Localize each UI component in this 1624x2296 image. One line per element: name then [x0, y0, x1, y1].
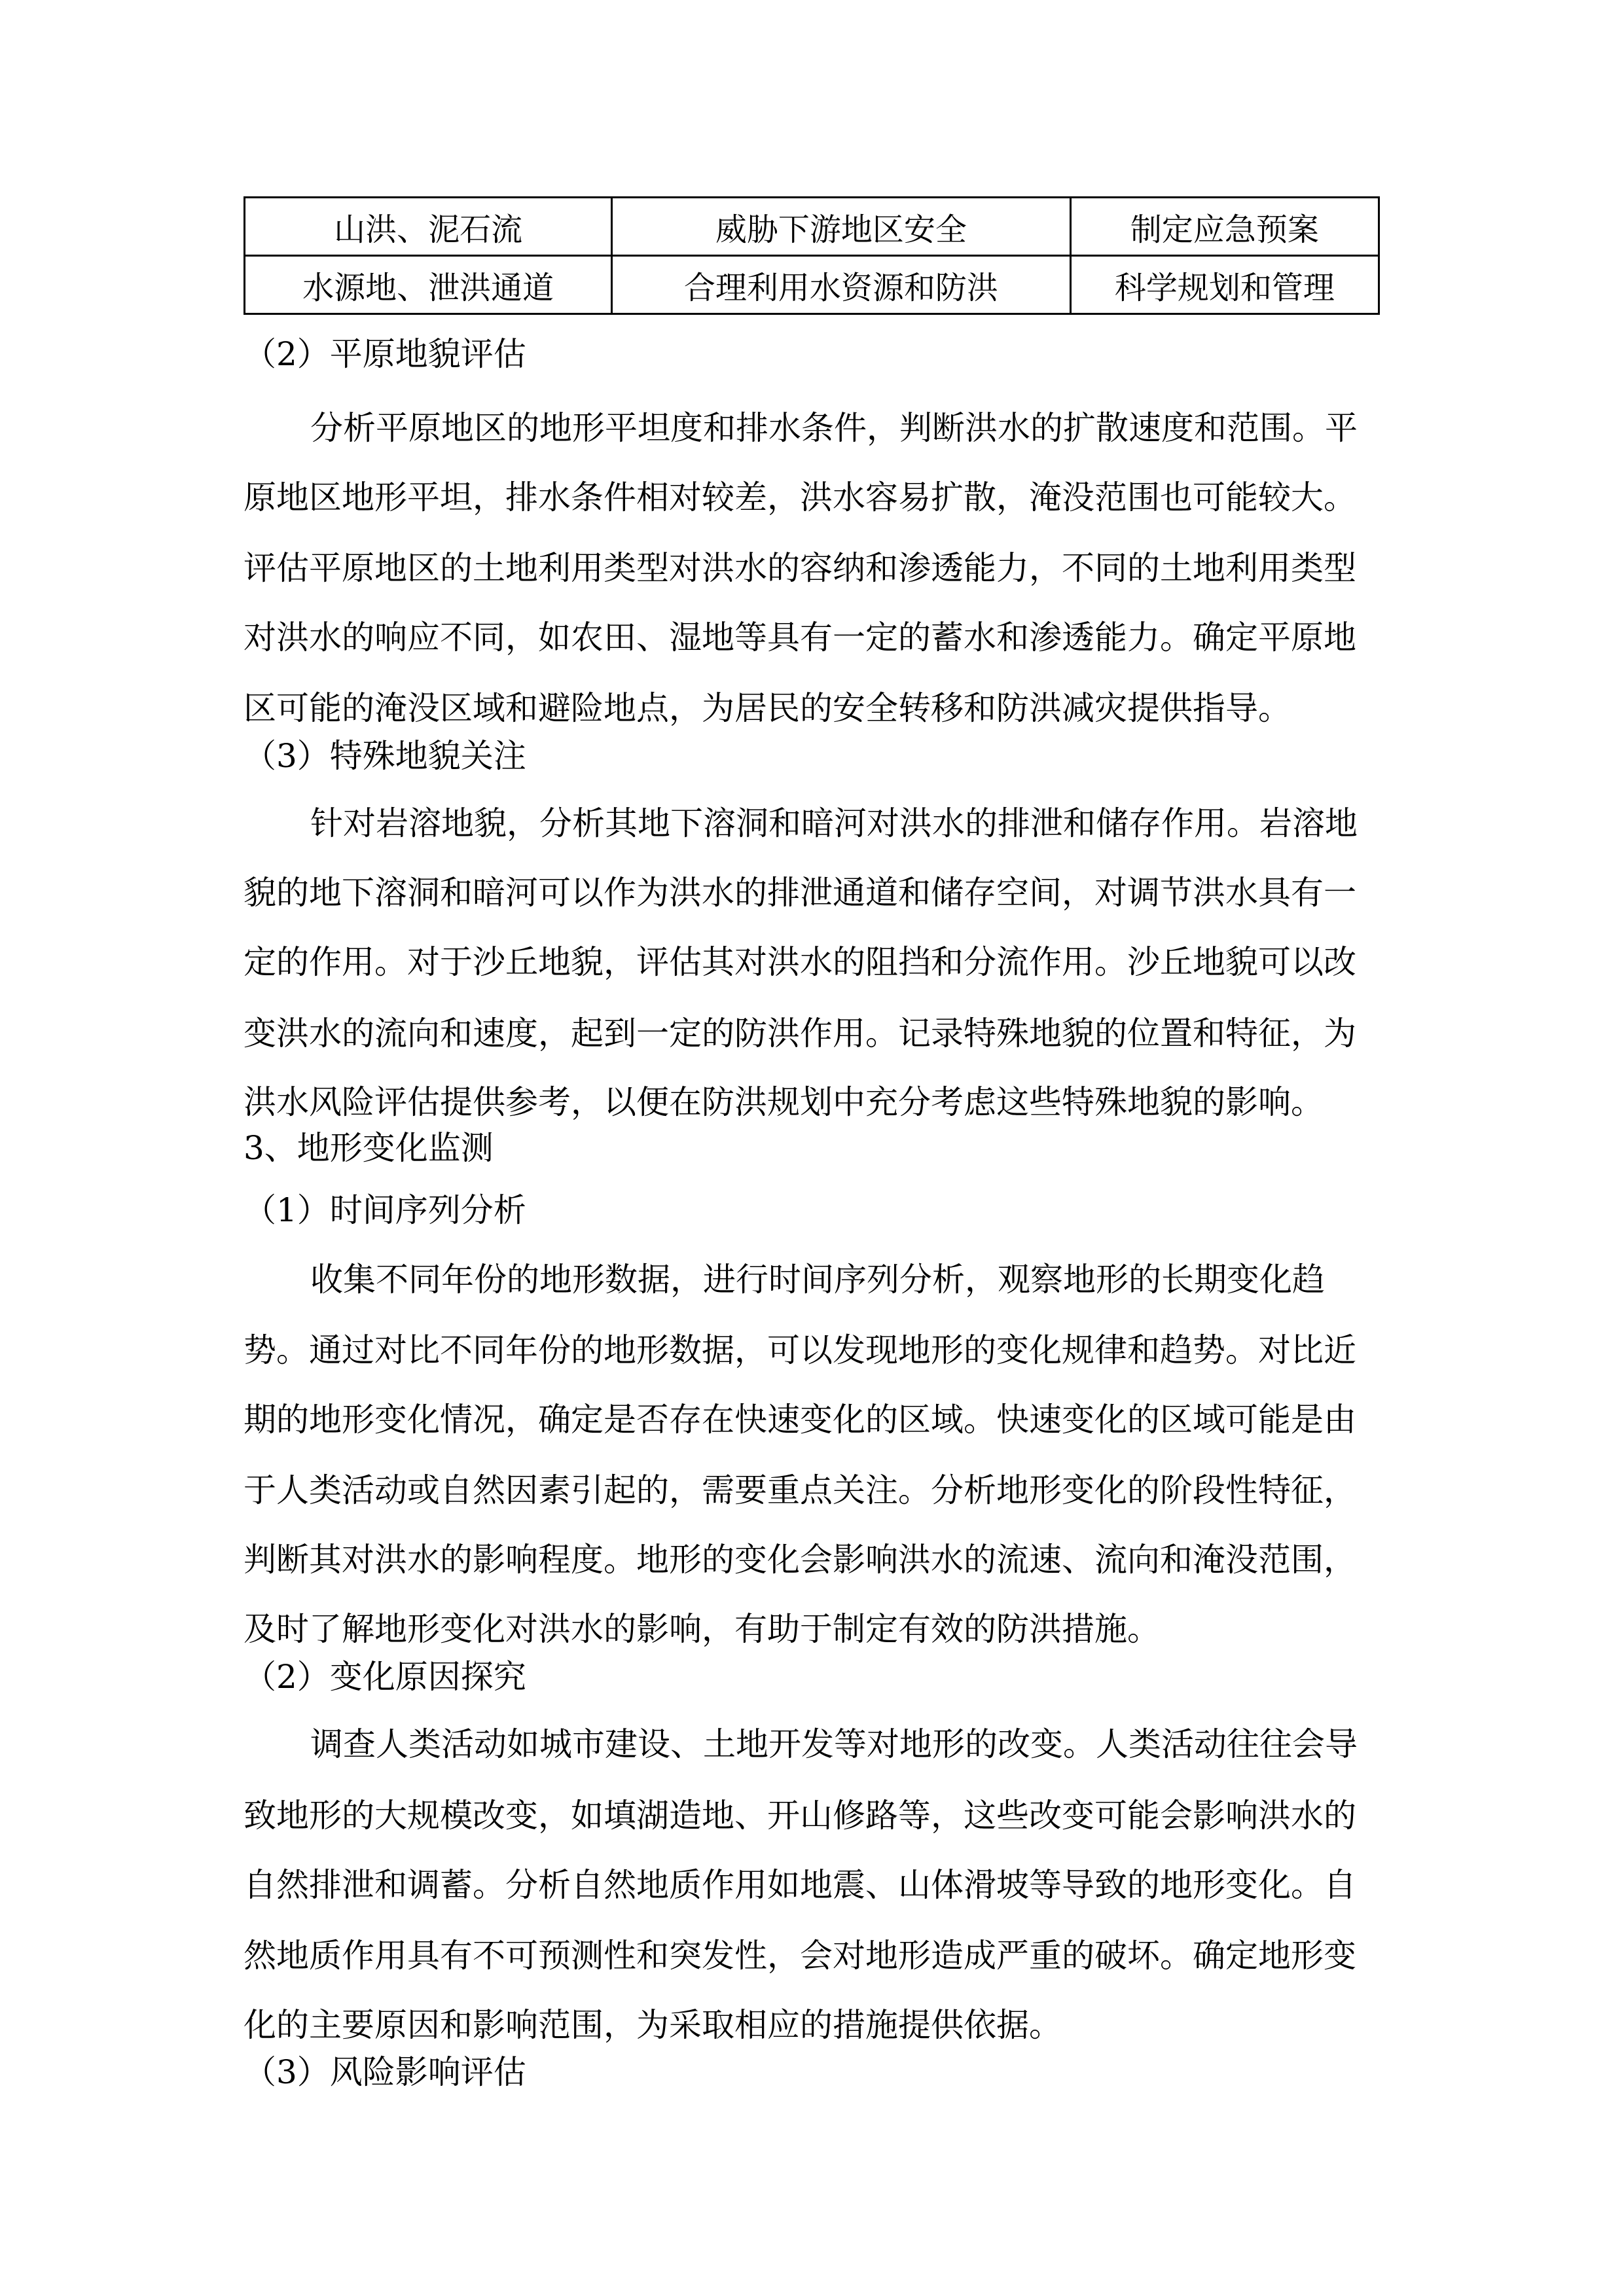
paragraph-line: 评估平原地区的土地利用类型对洪水的容纳和渗透能力，不同的土地利用类型 — [244, 549, 1356, 587]
paragraph-line: 及时了解地形变化对洪水的影响，有助于制定有效的防洪措施。 — [244, 1610, 1160, 1648]
paragraph-line: 收集不同年份的地形数据，进行时间序列分析，观察地形的长期变化趋 — [310, 1261, 1325, 1299]
paragraph-line: 自然排泄和调蓄。分析自然地质作用如地震、山体滑坡等导致的地形变化。自 — [244, 1866, 1356, 1904]
paragraph-line: 于人类活动或自然因素引起的，需要重点关注。分析地形变化的阶段性特征， — [244, 1471, 1356, 1509]
paragraph-line: 化的主要原因和影响范围，为采取相应的措施提供依据。 — [244, 2006, 1062, 2044]
paragraph-line: 貌的地下溶洞和暗河可以作为洪水的排泄通道和储存空间，对调节洪水具有一 — [244, 874, 1356, 912]
paragraph-line: 针对岩溶地貌，分析其地下溶洞和暗河对洪水的排泄和储存作用。岩溶地 — [310, 804, 1358, 842]
paragraph-line: 致地形的大规模改变，如填湖造地、开山修路等，这些改变可能会影响洪水的 — [244, 1797, 1356, 1835]
paragraph-line: 洪水风险评估提供参考，以便在防洪规划中充分考虑这些特殊地貌的影响。 — [244, 1083, 1324, 1121]
paragraph-line: 分析平原地区的地形平坦度和排水条件，判断洪水的扩散速度和范围。平 — [310, 409, 1358, 447]
measures-table — [244, 196, 1380, 315]
table-row — [245, 256, 1379, 314]
paragraph-line: 调查人类活动如城市建设、土地开发等对地形的改变。人类活动往往会导 — [310, 1725, 1358, 1763]
paragraph-line: 变洪水的流向和速度，起到一定的防洪作用。记录特殊地貌的位置和特征，为 — [244, 1014, 1356, 1052]
table-cell: 威胁下游地区安全 — [612, 198, 1070, 256]
table-cell: 合理利用水资源和防洪 — [612, 256, 1070, 314]
table-cell: 水源地、泄洪通道 — [245, 256, 612, 314]
paragraph-line: 判断其对洪水的影响程度。地形的变化会影响洪水的流速、流向和淹没范围， — [244, 1541, 1356, 1579]
section-heading-terrain-monitoring: 3、地形变化监测 — [244, 1129, 494, 1167]
table-cell: 山洪、泥石流 — [245, 198, 612, 256]
table-cell: 制定应急预案 — [1070, 198, 1379, 256]
subheading-change-causes: （2）变化原因探究 — [244, 1658, 526, 1696]
subheading-plain-landform: （2）平原地貌评估 — [244, 335, 526, 373]
table-cell: 科学规划和管理 — [1070, 256, 1379, 314]
paragraph-line: 势。通过对比不同年份的地形数据，可以发现地形的变化规律和趋势。对比近 — [244, 1331, 1356, 1369]
paragraph-line: 原地区地形平坦，排水条件相对较差，洪水容易扩散，淹没范围也可能较大。 — [244, 478, 1356, 516]
subheading-risk-impact: （3）风险影响评估 — [244, 2053, 526, 2091]
table-row — [245, 198, 1379, 256]
paragraph-line: 期的地形变化情况，确定是否存在快速变化的区域。快速变化的区域可能是由 — [244, 1401, 1356, 1439]
subheading-time-series: （1）时间序列分析 — [244, 1191, 526, 1229]
paragraph-line: 区可能的淹没区域和避险地点，为居民的安全转移和防洪减灾提供指导。 — [244, 689, 1291, 727]
subheading-special-landform: （3）特殊地貌关注 — [244, 737, 526, 775]
paragraph-line: 然地质作用具有不可预测性和突发性，会对地形造成严重的破坏。确定地形变 — [244, 1937, 1356, 1975]
paragraph-line: 对洪水的响应不同，如农田、湿地等具有一定的蓄水和渗透能力。确定平原地 — [244, 619, 1356, 656]
paragraph-line: 定的作用。对于沙丘地貌，评估其对洪水的阻挡和分流作用。沙丘地貌可以改 — [244, 943, 1356, 981]
